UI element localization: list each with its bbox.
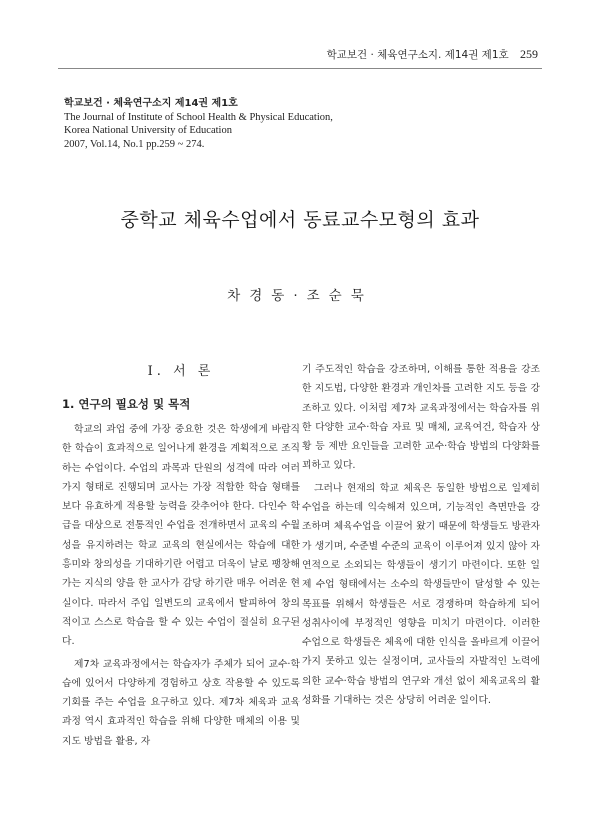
journal-english-1: The Journal of Institute of School Health & Physical Education, [64,111,333,123]
journal-info [64,97,333,151]
paragraph: 기 주도적인 학습을 강조하며, 이해를 통한 적용을 강조한 지도법, 다양한 환경과 개인차를 고려한 지도 등을 강조하고 있다. 이처럼 제7차 교육과정에서는 학습자를 위한 다양한 교수·학습 자료 및 매체, 교육여건, 학습자 상황 등 제반 요인들을 고려한 교수·학습 방법의 다양화를 꾀하고 있다. [302,364,540,472]
section-heading: I. 서 론 [147,364,215,379]
paragraph: 학교의 과업 중에 가장 중요한 것은 학생에게 바람직한 학습이 효과적으로 일어나게 환경을 계획적으로 조직하는 수업이다. 수업의 과목과 단원의 성격에 따라 여러 가지 형태로 진행되며 교사는 가장 적합한 학습 형태를 보다 유효하게 적용할 능력을 갖추어야 한다. 다인수 학급을 대상으로 전통적인 수업을 전개하면서 교육의 수월성을 유지하려는 학교 교육의 현실에서는 학습에 대한 흥미와 창의성을 기대하기란 어렵고 더욱이 날로 팽창해 가는 지식의 양을 한 교사가 감당 하기란 매우 어려운 현실이다. 따라서 주입 일변도의 교육에서 탈피하여 창의적이고 스스로 학습을 할 수 있는 수업이 절실히 요구된다. [62,424,300,648]
running-header [327,47,538,62]
page-number: 259 [520,47,538,61]
paper-title: 중학교 체육수업에서 동료교수모형의 효과 [120,209,480,231]
paper-authors: 차경동·조순묵 [227,288,373,304]
paragraph: 제7차 교육과정에서는 학습자가 주체가 되어 교수·학습에 있어서 다양하게 경험하고 상호 작용할 수 있도록 기회를 주는 수업을 요구하고 있다. 제7차 체육과 교육과정 역시 효과적인 학습을 위해 다양한 매체의 이용 및 지도 방법을 활용, 자 [62,658,300,747]
paragraph: 그러나 현재의 학교 체육은 동일한 방법으로 일제히 수업을 하는데 익숙해져 있으며, 기능적인 측면만을 강조하며 체육수업을 이끌어 왔기 때문에 학생들도 방관자가 생기며, 수준별 수준의 교육이 이루어져 있지 않아 자연적으로 소외되는 학생들이 생기기 마련이다. 또한 일제 수업 형태에서는 소수의 학생들만이 달성할 수 있는 목표를 위해서 학생들은 서로 경쟁하며 학습하게 되어 성취사이에 부정적인 영향을 미치기 마련이다. 이러한 수업으로 학생들은 체육에 대한 인식을 올바르게 이끌어가지 못하고 있는 실정이며, 교사들의 자발적인 노력에 의한 교수·학습 방법의 연구와 개선 없이 체육교육의 활성화를 기대하는 것은 상당히 어려운 일이다. [302,482,540,707]
sub-heading: 1. 연구의 필요성 및 목적 [62,397,191,411]
journal-korean: 학교보건 · 체육연구소지 제14권 제1호 [64,98,238,109]
journal-citation: 2007, Vol.14, No.1 pp.259 ~ 274. [64,138,205,150]
journal-english-2: Korea National University of Education [64,125,232,136]
left-column [62,360,300,751]
right-column [302,360,540,710]
header-rule [58,68,542,69]
running-header-journal: 학교보건 · 체육연구소지. 제14권 제1호 [326,49,509,61]
